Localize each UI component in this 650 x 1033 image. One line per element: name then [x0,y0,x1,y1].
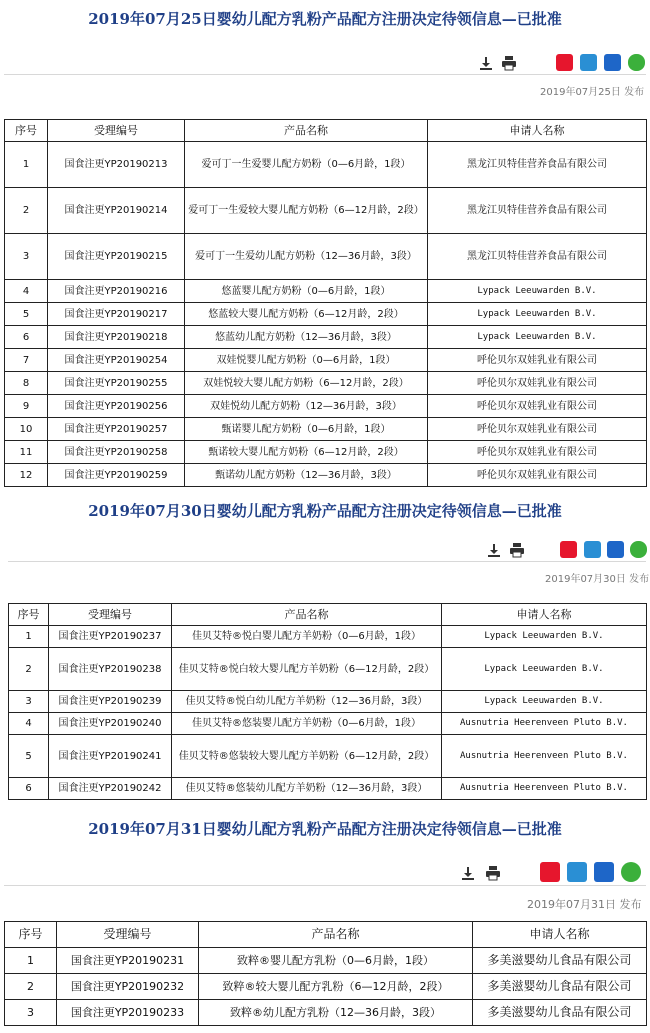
notice-table [4,921,647,1026]
divider [4,885,646,886]
header-cell: 受理编号 [48,120,185,142]
print-icon[interactable] [485,865,501,881]
table-row: 7 国食注更YP20190254 双娃悦婴儿配方奶粉（0—6月龄，1段） 呼伦贝尔双娃乳业有限公司 [5,349,647,372]
table-row: 3 国食注更YP20190215 爱可丁一生爱幼儿配方奶粉（12—36月龄，3段） 黑龙江贝特佳营养食品有限公司 [5,234,647,280]
header-cell: 产品名称 [185,120,428,142]
divider [4,74,646,75]
table-row: 8 国食注更YP20190255 双娃悦较大婴儿配方奶粉（6—12月龄，2段） 呼伦贝尔双娃乳业有限公司 [5,372,647,395]
tencent-weibo-icon[interactable] [567,862,587,882]
notice-table [8,603,647,800]
header-cell: 申请人名称 [442,604,647,626]
table-row: 5 国食注更YP20190217 悠蓝较大婴儿配方奶粉（6—12月龄，2段） Lypack Leeuwarden B.V. [5,303,647,326]
notice-title: 2019年07月25日婴幼儿配方乳粉产品配方注册决定待领信息—已批准 [88,10,562,28]
header-cell: 序号 [9,604,49,626]
print-icon[interactable] [501,55,517,71]
weibo-icon[interactable] [556,54,573,71]
header-cell: 产品名称 [199,922,473,948]
header-cell: 序号 [5,922,57,948]
notice-title: 2019年07月30日婴幼儿配方乳粉产品配方注册决定待领信息—已批准 [88,502,562,520]
qzone-icon[interactable] [594,862,614,882]
download-icon[interactable] [486,542,502,558]
wechat-icon[interactable] [621,862,641,882]
table-row: 1 国食注更YP20190231 致粹®婴儿配方乳粉（0—6月龄，1段） 多美滋婴幼儿食品有限公司 [5,948,647,974]
table-row: 2 国食注更YP20190238 佳贝艾特®悦白较大婴儿配方羊奶粉（6—12月龄，2段） Lypack Leeuwarden B.V. [9,648,647,691]
header-cell: 受理编号 [57,922,199,948]
weibo-icon[interactable] [540,862,560,882]
table-row: 3 国食注更YP20190239 佳贝艾特®悦白幼儿配方羊奶粉（12—36月龄，3段） Lypack Leeuwarden B.V. [9,691,647,713]
wechat-icon[interactable] [628,54,645,71]
tencent-weibo-icon[interactable] [584,541,601,558]
tencent-weibo-icon[interactable] [580,54,597,71]
table-row: 2 国食注更YP20190214 爱可丁一生爱较大婴儿配方奶粉（6—12月龄，2段） 黑龙江贝特佳营养食品有限公司 [5,188,647,234]
table-row: 4 国食注更YP20190216 悠蓝婴儿配方奶粉（0—6月龄，1段） Lypack Leeuwarden B.V. [5,280,647,303]
table-row: 5 国食注更YP20190241 佳贝艾特®悠装较大婴儿配方羊奶粉（6—12月龄，2段） Ausnutria Heerenveen Pluto B.V. [9,735,647,778]
table-row: 2 国食注更YP20190232 致粹®较大婴儿配方乳粉（6—12月龄，2段） 多美滋婴幼儿食品有限公司 [5,974,647,1000]
publish-date: 2019年07月25日 发布 [540,87,645,98]
wechat-icon[interactable] [630,541,647,558]
table-row: 4 国食注更YP20190240 佳贝艾特®悠装婴儿配方羊奶粉（0—6月龄，1段） Ausnutria Heerenveen Pluto B.V. [9,713,647,735]
weibo-icon[interactable] [560,541,577,558]
publish-date: 2019年07月31日 发布 [527,898,642,911]
notice-title: 2019年07月31日婴幼儿配方乳粉产品配方注册决定待领信息—已批准 [88,820,562,838]
notice-table [4,119,647,487]
qzone-icon[interactable] [604,54,621,71]
publish-date: 2019年07月30日 发布 [545,574,650,585]
print-icon[interactable] [509,542,525,558]
divider [8,561,646,562]
table-row: 9 国食注更YP20190256 双娃悦幼儿配方奶粉（12—36月龄，3段） 呼伦贝尔双娃乳业有限公司 [5,395,647,418]
header-cell: 序号 [5,120,48,142]
download-icon[interactable] [478,55,494,71]
table-row: 12 国食注更YP20190259 甄诺幼儿配方奶粉（12—36月龄，3段） 呼伦贝尔双娃乳业有限公司 [5,464,647,487]
table-row: 6 国食注更YP20190242 佳贝艾特®悠装幼儿配方羊奶粉（12—36月龄，3段） Ausnutria Heerenveen Pluto B.V. [9,778,647,800]
download-icon[interactable] [460,865,476,881]
header-cell: 受理编号 [49,604,172,626]
table-row: 11 国食注更YP20190258 甄诺较大婴儿配方奶粉（6—12月龄，2段） 呼伦贝尔双娃乳业有限公司 [5,441,647,464]
table-row: 10 国食注更YP20190257 甄诺婴儿配方奶粉（0—6月龄，1段） 呼伦贝尔双娃乳业有限公司 [5,418,647,441]
table-row: 3 国食注更YP20190233 致粹®幼儿配方乳粉（12—36月龄，3段） 多美滋婴幼儿食品有限公司 [5,1000,647,1026]
table-row: 1 国食注更YP20190237 佳贝艾特®悦白婴儿配方羊奶粉（0—6月龄，1段） Lypack Leeuwarden B.V. [9,626,647,648]
qzone-icon[interactable] [607,541,624,558]
header-cell: 产品名称 [172,604,442,626]
header-cell: 申请人名称 [473,922,647,948]
table-row: 1 国食注更YP20190213 爱可丁一生爱婴儿配方奶粉（0—6月龄，1段） 黑龙江贝特佳营养食品有限公司 [5,142,647,188]
header-cell: 申请人名称 [428,120,647,142]
table-row: 6 国食注更YP20190218 悠蓝幼儿配方奶粉（12—36月龄，3段） Lypack Leeuwarden B.V. [5,326,647,349]
